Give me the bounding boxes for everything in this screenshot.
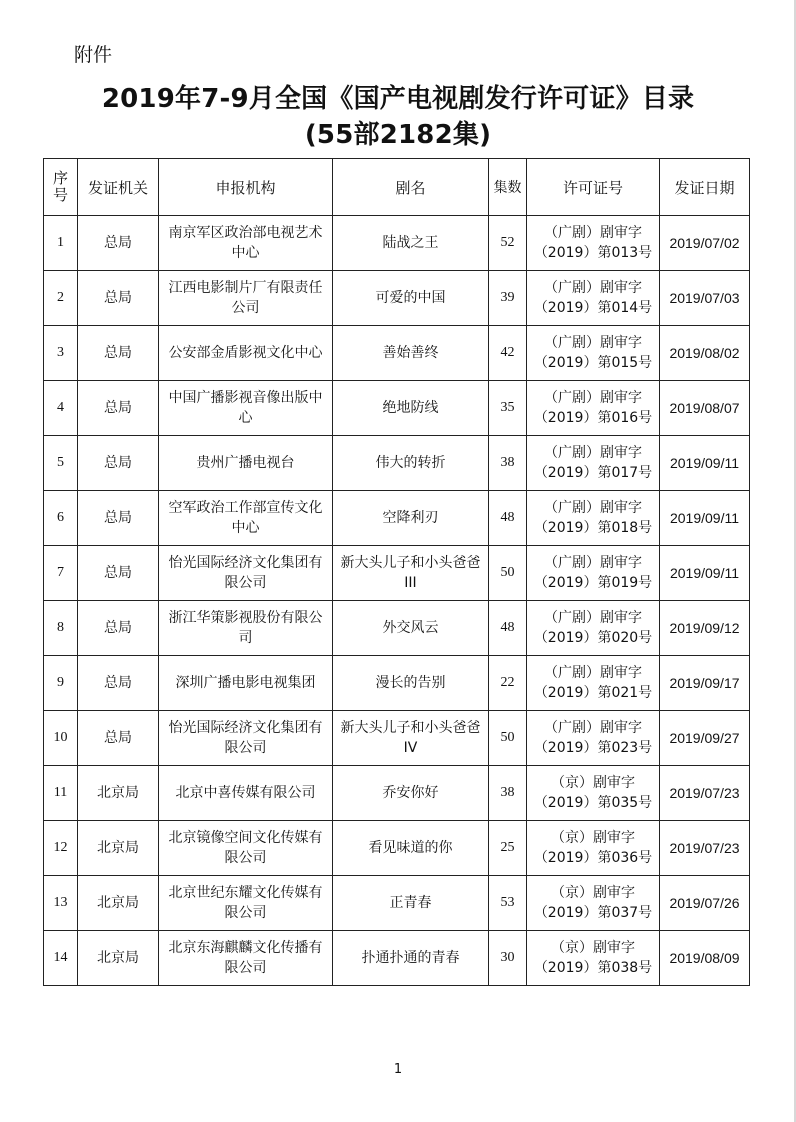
cell-episodes: 25: [489, 821, 527, 876]
cell-applicant: 深圳广播电影电视集团: [159, 656, 333, 711]
cell-episodes: 42: [489, 326, 527, 381]
cell-episodes: 39: [489, 271, 527, 326]
license-line-2: （2019）第036号: [533, 850, 653, 866]
cell-drama: 陆战之王: [333, 216, 489, 271]
cell-applicant: 怡光国际经济文化集团有限公司: [159, 546, 333, 601]
cell-license: [527, 271, 660, 326]
cell-authority: 总局: [78, 656, 159, 711]
table-row: [44, 766, 750, 821]
cell-date: 2019/09/27: [660, 711, 750, 766]
license-line-1: （广剧）剧审字: [544, 445, 642, 461]
cell-seq: 6: [44, 491, 78, 546]
table-header-row: [44, 159, 750, 216]
cell-episodes: 48: [489, 601, 527, 656]
cell-authority: 总局: [78, 546, 159, 601]
cell-authority: 总局: [78, 381, 159, 436]
cell-seq: 3: [44, 326, 78, 381]
cell-drama: 新大头儿子和小头爸爸IV: [333, 711, 489, 766]
license-line-2: （2019）第013号: [533, 245, 653, 261]
header-drama: 剧名: [333, 159, 489, 216]
cell-applicant: 怡光国际经济文化集团有限公司: [159, 711, 333, 766]
license-line-1: （广剧）剧审字: [544, 280, 642, 296]
document-title: 2019年7-9月全国《国产电视剧发行许可证》目录: [101, 84, 695, 114]
cell-drama: 伟大的转折: [333, 436, 489, 491]
header-license: 许可证号: [527, 159, 660, 216]
cell-applicant: 北京镜像空间文化传媒有限公司: [159, 821, 333, 876]
cell-date: 2019/09/12: [660, 601, 750, 656]
cell-episodes: 50: [489, 546, 527, 601]
license-line-2: （2019）第019号: [533, 575, 653, 591]
license-line-1: （京）剧审字: [551, 775, 635, 791]
cell-applicant: 北京东海麒麟文化传播有限公司: [159, 931, 333, 986]
page-number: 1: [393, 1062, 403, 1077]
license-line-2: （2019）第015号: [533, 355, 653, 371]
cell-authority: 总局: [78, 711, 159, 766]
license-table: [43, 158, 750, 986]
cell-license: [527, 766, 660, 821]
cell-drama: 善始善终: [333, 326, 489, 381]
cell-episodes: 52: [489, 216, 527, 271]
cell-authority: 总局: [78, 436, 159, 491]
cell-drama: 漫长的告别: [333, 656, 489, 711]
cell-seq: 9: [44, 656, 78, 711]
license-line-1: （广剧）剧审字: [544, 500, 642, 516]
table-row: [44, 711, 750, 766]
cell-applicant: 北京世纪东耀文化传媒有限公司: [159, 876, 333, 931]
license-line-1: （广剧）剧审字: [544, 390, 642, 406]
license-line-2: （2019）第021号: [533, 685, 653, 701]
cell-license: [527, 821, 660, 876]
cell-episodes: 38: [489, 436, 527, 491]
cell-date: 2019/07/23: [660, 766, 750, 821]
cell-date: 2019/09/11: [660, 491, 750, 546]
cell-date: 2019/09/11: [660, 546, 750, 601]
cell-drama: 乔安你好: [333, 766, 489, 821]
license-line-2: （2019）第023号: [533, 740, 653, 756]
cell-drama: 正青春: [333, 876, 489, 931]
cell-drama: 扑通扑通的青春: [333, 931, 489, 986]
cell-license: [527, 436, 660, 491]
license-line-2: （2019）第017号: [533, 465, 653, 481]
cell-date: 2019/07/23: [660, 821, 750, 876]
cell-license: [527, 546, 660, 601]
cell-episodes: 50: [489, 711, 527, 766]
cell-authority: 总局: [78, 271, 159, 326]
cell-episodes: 53: [489, 876, 527, 931]
cell-date: 2019/09/17: [660, 656, 750, 711]
header-seq-text: 序号: [52, 169, 68, 204]
cell-authority: 北京局: [78, 931, 159, 986]
cell-seq: 13: [44, 876, 78, 931]
table-row: [44, 326, 750, 381]
license-line-2: （2019）第037号: [533, 905, 653, 921]
table-row: [44, 271, 750, 326]
license-line-2: （2019）第035号: [533, 795, 653, 811]
cell-drama: 新大头儿子和小头爸爸III: [333, 546, 489, 601]
table-row: [44, 876, 750, 931]
cell-date: 2019/07/02: [660, 216, 750, 271]
table-row: [44, 546, 750, 601]
cell-date: 2019/08/07: [660, 381, 750, 436]
header-applicant: 申报机构: [159, 159, 333, 216]
license-line-1: （广剧）剧审字: [544, 225, 642, 241]
cell-applicant: 北京中喜传媒有限公司: [159, 766, 333, 821]
cell-authority: 北京局: [78, 821, 159, 876]
cell-applicant: 浙江华策影视股份有限公司: [159, 601, 333, 656]
table-row: [44, 601, 750, 656]
license-line-1: （广剧）剧审字: [544, 720, 642, 736]
cell-date: 2019/08/09: [660, 931, 750, 986]
license-line-2: （2019）第038号: [533, 960, 653, 976]
cell-authority: 北京局: [78, 766, 159, 821]
cell-license: [527, 326, 660, 381]
cell-seq: 2: [44, 271, 78, 326]
cell-license: [527, 601, 660, 656]
cell-license: [527, 491, 660, 546]
cell-license: [527, 931, 660, 986]
cell-seq: 7: [44, 546, 78, 601]
table-row: [44, 436, 750, 491]
header-seq: [44, 159, 78, 216]
license-line-1: （京）剧审字: [551, 940, 635, 956]
table-row: [44, 381, 750, 436]
cell-license: [527, 876, 660, 931]
license-line-1: （广剧）剧审字: [544, 335, 642, 351]
cell-episodes: 35: [489, 381, 527, 436]
license-line-1: （广剧）剧审字: [544, 555, 642, 571]
cell-license: [527, 381, 660, 436]
cell-drama: 可爱的中国: [333, 271, 489, 326]
header-episodes: 集数: [489, 159, 527, 216]
cell-authority: 总局: [78, 326, 159, 381]
license-line-2: （2019）第014号: [533, 300, 653, 316]
cell-license: [527, 656, 660, 711]
cell-date: 2019/07/26: [660, 876, 750, 931]
cell-applicant: 江西电影制片厂有限责任公司: [159, 271, 333, 326]
cell-authority: 北京局: [78, 876, 159, 931]
cell-episodes: 48: [489, 491, 527, 546]
cell-seq: 12: [44, 821, 78, 876]
table-row: [44, 821, 750, 876]
cell-seq: 8: [44, 601, 78, 656]
cell-date: 2019/09/11: [660, 436, 750, 491]
cell-license: [527, 216, 660, 271]
cell-applicant: 南京军区政治部电视艺术中心: [159, 216, 333, 271]
cell-applicant: 中国广播影视音像出版中心: [159, 381, 333, 436]
license-line-1: （京）剧审字: [551, 885, 635, 901]
license-line-1: （广剧）剧审字: [544, 665, 642, 681]
cell-drama: 看见味道的你: [333, 821, 489, 876]
cell-drama: 外交风云: [333, 601, 489, 656]
cell-authority: 总局: [78, 601, 159, 656]
header-authority: 发证机关: [78, 159, 159, 216]
attachment-label: 附件: [74, 44, 113, 66]
cell-episodes: 22: [489, 656, 527, 711]
cell-seq: 10: [44, 711, 78, 766]
document-subtitle: (55部2182集): [304, 120, 492, 150]
cell-applicant: 公安部金盾影视文化中心: [159, 326, 333, 381]
table-row: [44, 491, 750, 546]
license-line-2: （2019）第016号: [533, 410, 653, 426]
table-row: [44, 656, 750, 711]
cell-drama: 绝地防线: [333, 381, 489, 436]
cell-date: 2019/08/02: [660, 326, 750, 381]
license-line-1: （京）剧审字: [551, 830, 635, 846]
cell-drama: 空降利刃: [333, 491, 489, 546]
cell-date: 2019/07/03: [660, 271, 750, 326]
cell-seq: 4: [44, 381, 78, 436]
cell-applicant: 贵州广播电视台: [159, 436, 333, 491]
license-line-1: （广剧）剧审字: [544, 610, 642, 626]
license-line-2: （2019）第018号: [533, 520, 653, 536]
cell-episodes: 30: [489, 931, 527, 986]
cell-seq: 14: [44, 931, 78, 986]
cell-episodes: 38: [489, 766, 527, 821]
table-row: [44, 931, 750, 986]
cell-license: [527, 711, 660, 766]
cell-authority: 总局: [78, 216, 159, 271]
cell-applicant: 空军政治工作部宣传文化中心: [159, 491, 333, 546]
cell-authority: 总局: [78, 491, 159, 546]
cell-seq: 1: [44, 216, 78, 271]
table-row: [44, 216, 750, 271]
cell-seq: 5: [44, 436, 78, 491]
cell-seq: 11: [44, 766, 78, 821]
header-date: 发证日期: [660, 159, 750, 216]
license-line-2: （2019）第020号: [533, 630, 653, 646]
